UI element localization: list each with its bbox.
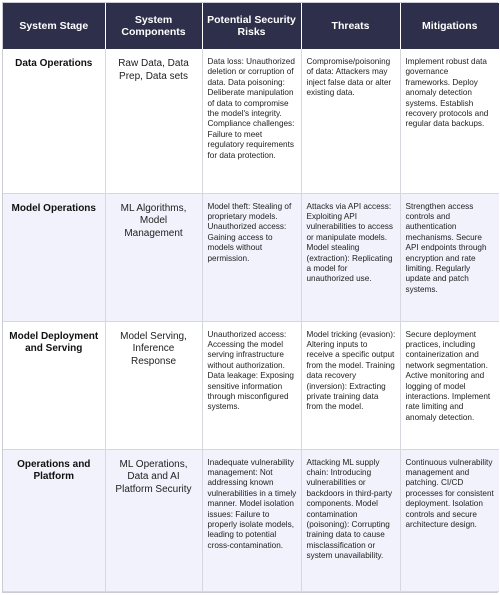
threats-cell: Compromise/poisoning of data: Attackers may inject false data or alter existing data. (301, 49, 400, 193)
table (3, 3, 499, 592)
components-cell: Raw Data, Data Prep, Data sets (105, 49, 202, 193)
risks-cell: Data loss: Unauthorized deletion or corruption of data. Data poisoning: Deliberate manipulation of data to compromise the model's integrity. Compliance challenges: Failure to meet regulatory requirements for data protection. (202, 49, 301, 193)
mitigations-cell: Strengthen access controls and authentication mechanisms. Secure API endpoints through encryption and rate limiting. Regularly update and patch systems. (400, 193, 499, 321)
header-system-components: System Components (105, 3, 202, 49)
table-row (3, 449, 499, 592)
threats-cell: Model tricking (evasion): Altering inputs to receive a specific output from the model. Training data recovery (inversion): Extracting private training data from the model. (301, 321, 400, 449)
mitigations-cell: Continuous vulnerability management and patching. CI/CD processes for consistent deployment. Isolation controls and secure architecture design. (400, 449, 499, 592)
threats-cell: Attacks via API access: Exploiting API vulnerabilities to access or manipulate models. Model stealing (extraction): Replicating a model for unauthorized use. (301, 193, 400, 321)
components-cell: ML Operations, Data and AI Platform Security (105, 449, 202, 592)
stage-cell: Data Operations (3, 49, 105, 193)
header-threats: Threats (301, 3, 400, 49)
table-row (3, 49, 499, 193)
security-risks-table (2, 2, 498, 593)
risks-cell: Unauthorized access: Accessing the model serving infrastructure without authorization. Data leakage: Exposing sensitive information through misconfigured systems. (202, 321, 301, 449)
header-mitigations: Mitigations (400, 3, 499, 49)
header-potential-security-risks: Potential Security Risks (202, 3, 301, 49)
mitigations-cell: Secure deployment practices, including containerization and network segmentation. Active monitoring and logging of model interactions. Implement rate limiting and anomaly detection. (400, 321, 499, 449)
risks-cell: Model theft: Stealing of proprietary models. Unauthorized access: Gaining access to models without permission. (202, 193, 301, 321)
table-row (3, 321, 499, 449)
risks-cell: Inadequate vulnerability management: Not addressing known vulnerabilities in a timely manner. Model isolation issues: Failure to properly isolate models, leading to potential cross-contamination. (202, 449, 301, 592)
header-row (3, 3, 499, 49)
threats-cell: Attacking ML supply chain: Introducing vulnerabilities or backdoors in third-party components. Model contamination (poisoning): Corrupting training data to cause misclassification or system unavailability. (301, 449, 400, 592)
mitigations-cell: Implement robust data governance frameworks. Deploy anomaly detection systems. Establish recovery protocols and regular data backups. (400, 49, 499, 193)
table-header (3, 3, 499, 49)
stage-cell: Model Deployment and Serving (3, 321, 105, 449)
stage-cell: Model Operations (3, 193, 105, 321)
components-cell: Model Serving, Inference Response (105, 321, 202, 449)
components-cell: ML Algorithms, Model Management (105, 193, 202, 321)
table-row (3, 193, 499, 321)
header-system-stage: System Stage (3, 3, 105, 49)
table-body (3, 49, 499, 592)
stage-cell: Operations and Platform (3, 449, 105, 592)
